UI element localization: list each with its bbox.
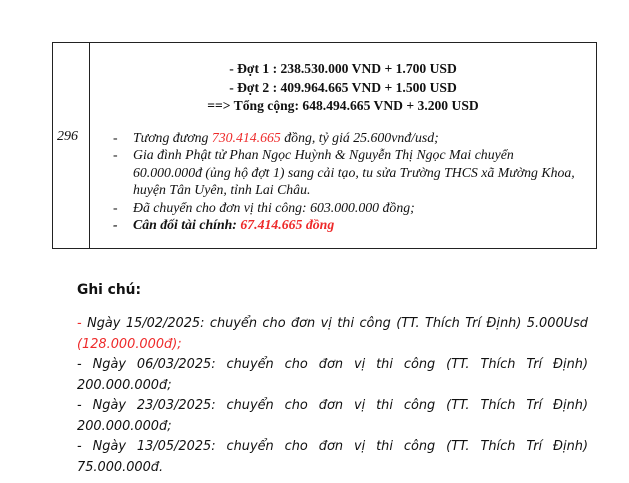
note-3: - Ngày 23/03/2025: chuyển cho đơn vị thi công (TT. Thích Trí Định) 200.000.000đ; [77,398,588,434]
notes-title: Ghi chú: [77,282,142,298]
balance-amount: 67.414.665 đồng [240,217,335,233]
list-item-transferred [113,199,583,216]
donation-table [52,42,597,249]
list-item-balance [113,216,583,233]
bullet-dash: - [113,199,118,215]
equivalent-suffix: đồng, tỷ giá 25.600vnđ/usd; [280,130,439,145]
balance-label: Cân đối tài chính: [133,217,241,233]
totals-block [90,60,596,116]
bullet-dash: - [113,217,118,233]
note-1 [77,314,588,355]
note-2: - Ngày 06/03/2025: chuyển cho đơn vị thi công (TT. Thích Trí Định) 200.000.000đ; [77,357,588,393]
note-1-dash: - [77,316,82,331]
equivalent-prefix: Tương đương [133,130,212,145]
note-4: - Ngày 13/05/2025: chuyển cho đơn vị thi công (TT. Thích Trí Định) 75.000.000đ. [77,439,588,475]
list-item-equivalent [113,129,583,146]
notes-section [77,282,588,478]
row-number: 296 [57,129,78,144]
bullet-dash: - [113,147,118,163]
transferred-text: Đã chuyển cho đơn vị thi công: 603.000.000 đồng; [133,199,415,215]
list-item-family-transfer [113,146,583,198]
family-transfer-text: Gia đình Phật tử Phan Ngọc Huỳnh & Nguyễn Thị Ngọc Mai chuyển 60.000.000đ (ủng hộ đợt 1) sang cải tạo, tu sửa Trường THCS xã Mường Khoa, huyện Tân Uyên, tỉnh Lai Châu. [133,147,575,198]
total-batch-1: - Đợt 1 : 238.530.000 VND + 1.700 USD [229,61,457,76]
grand-total: ==> Tổng cộng: 648.494.665 VND + 3.200 USD [207,98,479,113]
bullet-dash: - [113,130,118,145]
note-1-text: Ngày 15/02/2025: chuyển cho đơn vị thi công (TT. Thích Trí Định) 5.000Usd [81,316,588,331]
details-list [113,129,583,233]
note-1-amount: (128.000.000đ); [77,336,182,352]
total-batch-2: - Đợt 2 : 409.964.665 VND + 1.500 USD [229,79,457,95]
equivalent-amount: 730.414.665 [211,130,281,145]
